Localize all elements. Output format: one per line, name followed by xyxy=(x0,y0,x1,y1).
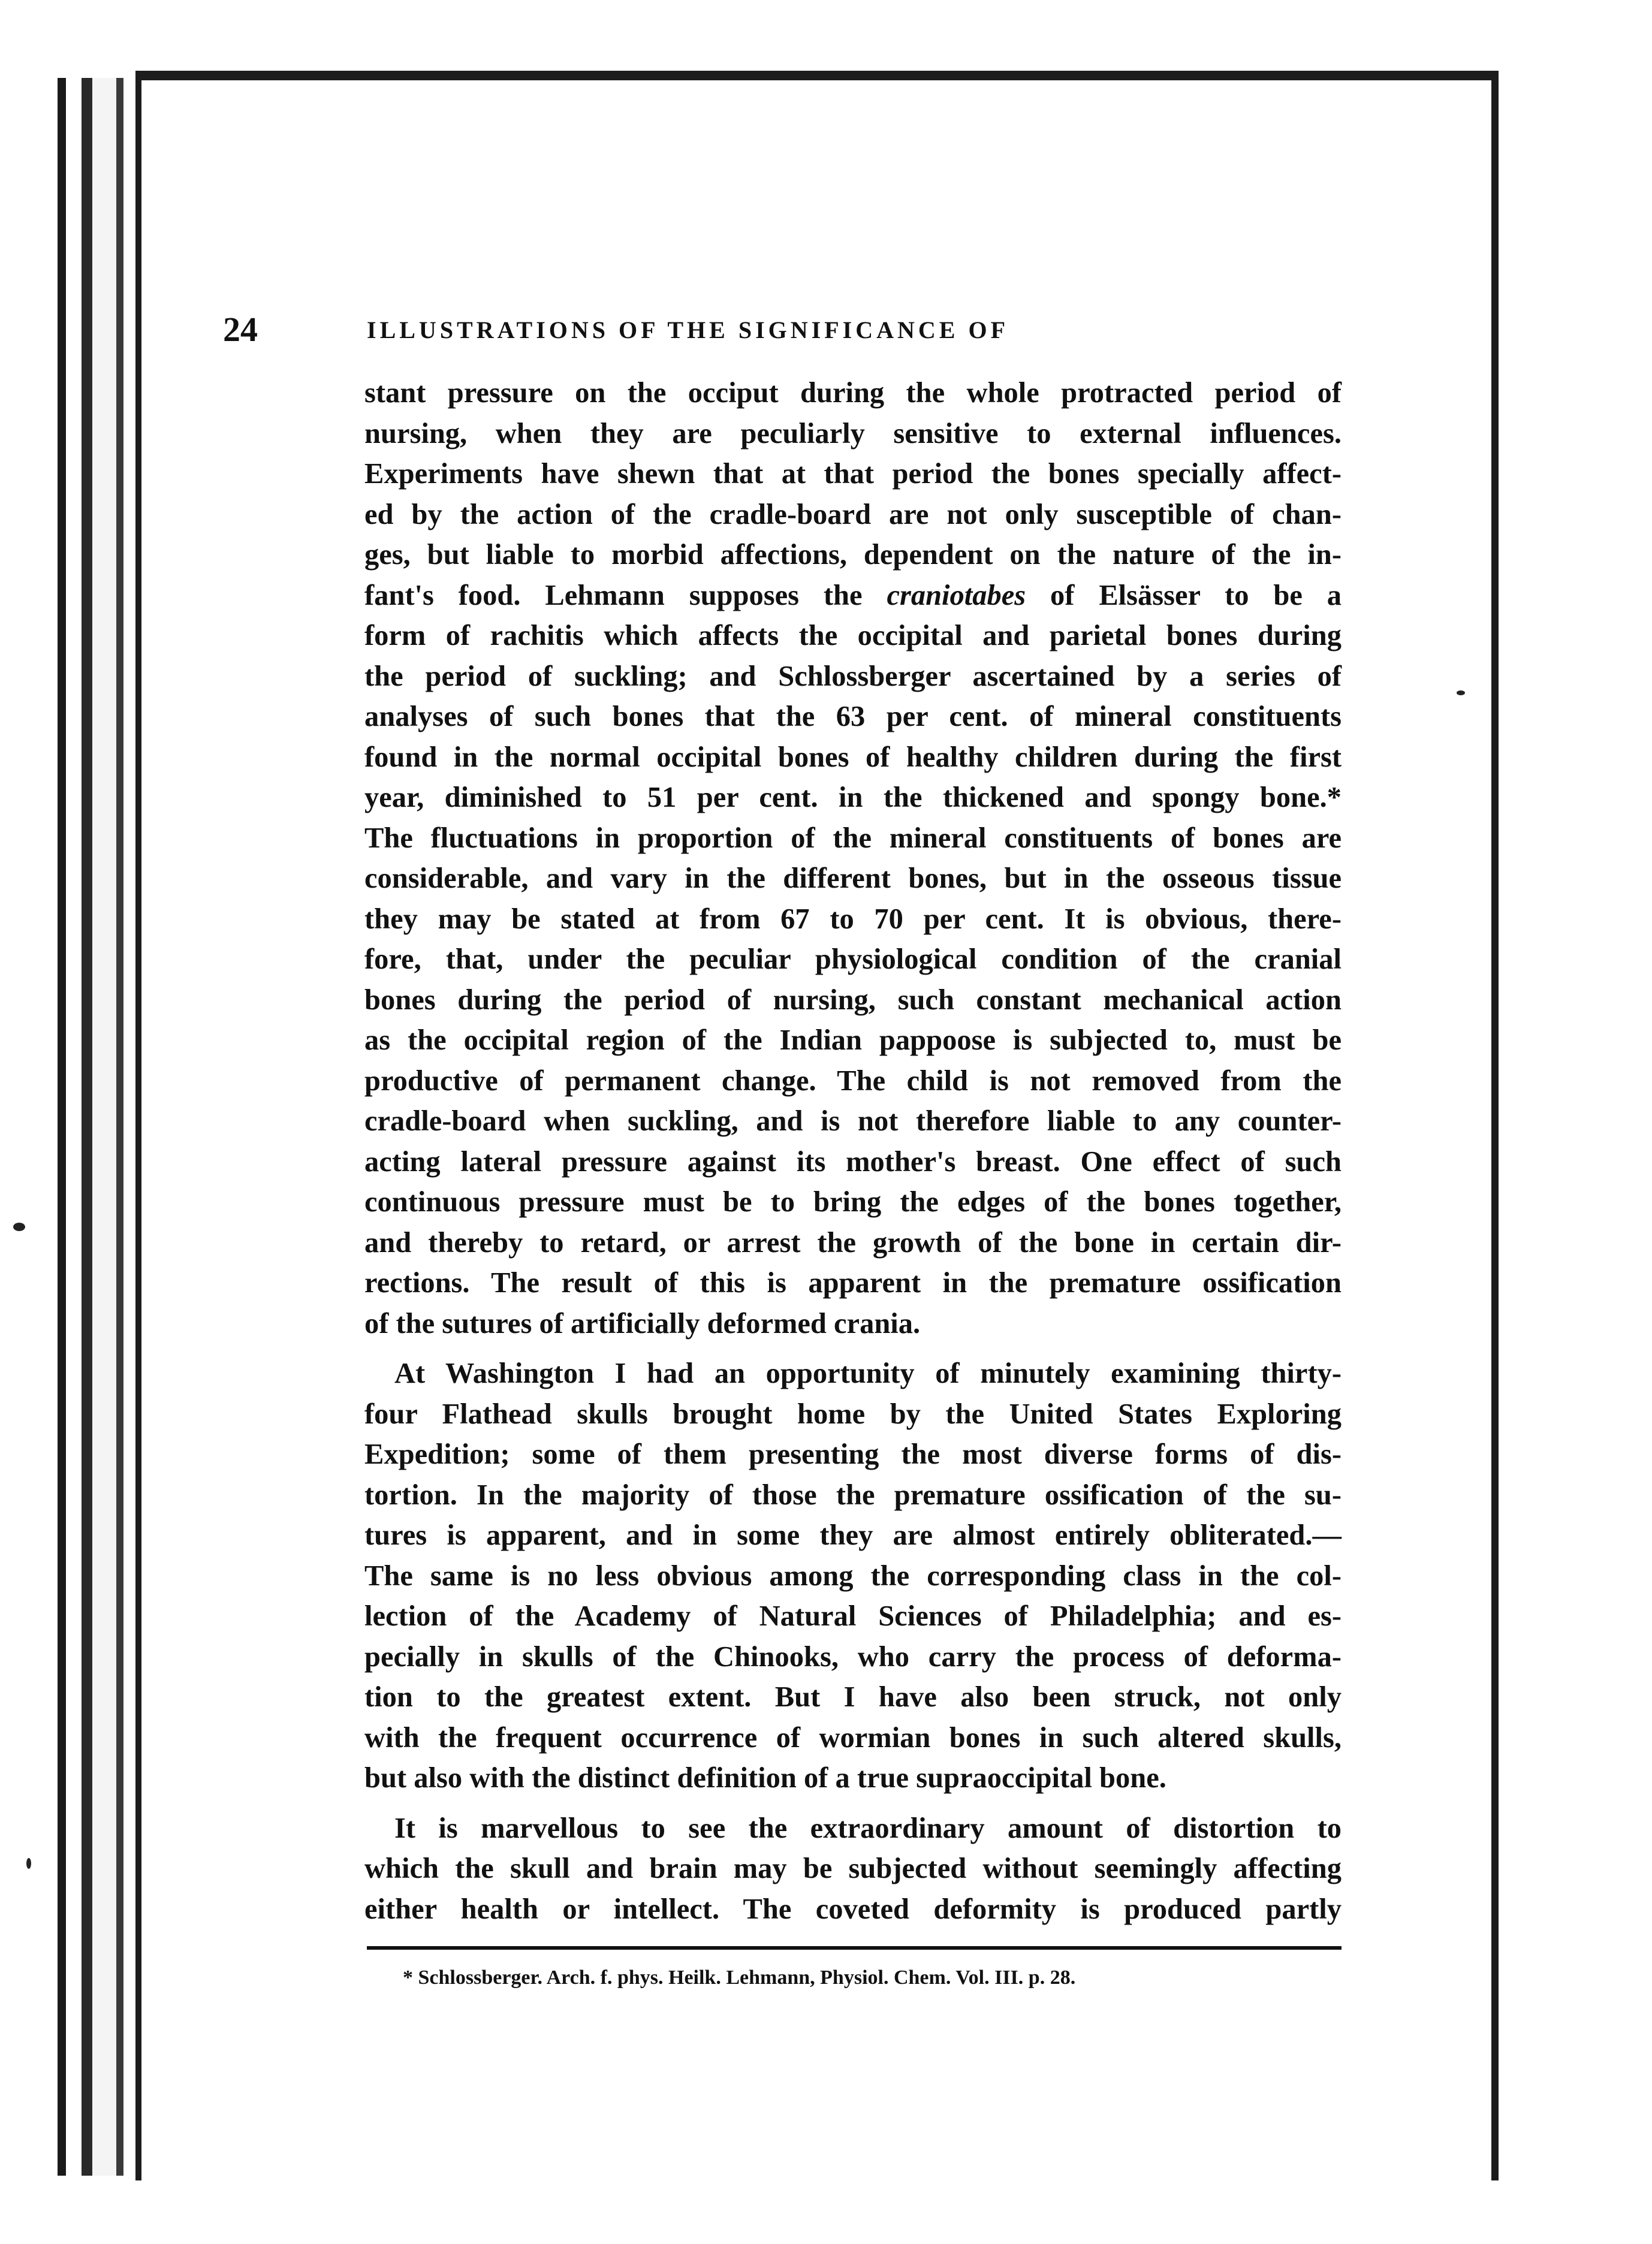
text-line: The same is no less obvious among the corresponding class in the col- xyxy=(364,1560,1342,1592)
text-line: but also with the distinct definition of a true supraoccipital bone. xyxy=(364,1762,1166,1794)
page-border-left xyxy=(135,71,141,2180)
italic-term: craniotabes xyxy=(887,579,1026,611)
scan-speck xyxy=(1457,690,1465,695)
text-line: with the frequent occurrence of wormian bones in such altered skulls, xyxy=(364,1721,1342,1754)
text-line: nursing, when they are peculiarly sensitive to external influences. xyxy=(364,417,1342,450)
text-line: lection of the Academy of Natural Sciences of Philadelphia; and es- xyxy=(364,1600,1342,1632)
footnote-rule xyxy=(367,1946,1342,1950)
text-line: form of rachitis which affects the occipital and parietal bones during xyxy=(364,620,1342,652)
text-line: bones during the period of nursing, such constant mechanical action xyxy=(364,984,1342,1016)
running-title: ILLUSTRATIONS OF THE SIGNIFICANCE OF xyxy=(367,316,1009,343)
text-line: acting lateral pressure against its mother's breast. One effect of such xyxy=(364,1145,1342,1178)
text-line: as the occipital region of the Indian pappoose is subjected to, must be xyxy=(364,1024,1342,1056)
scan-speck xyxy=(13,1223,25,1231)
text-line: ed by the action of the cradle-board are not only susceptible of chan- xyxy=(364,498,1342,530)
text-line: fore, that, under the peculiar physiological condition of the cranial xyxy=(364,943,1342,975)
scan-speck xyxy=(26,1858,31,1869)
text-line: cradle-board when suckling, and is not therefore liable to any counter- xyxy=(364,1105,1342,1137)
text-line: four Flathead skulls brought home by the United States Exploring xyxy=(364,1398,1342,1430)
text-line: either health or intellect. The coveted deformity is produced partly xyxy=(364,1893,1342,1925)
text-line: The fluctuations in proportion of the mineral constituents of bones are xyxy=(364,822,1342,854)
text-line: of the sutures of artificially deformed crania. xyxy=(364,1307,921,1340)
text-line: Expedition; some of them presenting the most diverse forms of dis- xyxy=(364,1438,1342,1470)
paragraph-break xyxy=(364,1799,1342,1808)
text-line: which the skull and brain may be subjected without seemingly affecting xyxy=(364,1853,1342,1884)
text-line: pecially in skulls of the Chinooks, who carry the process of deforma- xyxy=(364,1640,1342,1673)
text-line: found in the normal occipital bones of healthy children during the first xyxy=(364,741,1342,773)
page-number: 24 xyxy=(223,310,258,349)
text-line: analyses of such bones that the 63 per cent. of mineral constituents xyxy=(364,701,1342,732)
text-line: and thereby to retard, or arrest the growth of the bone in certain dir- xyxy=(364,1226,1342,1259)
text-line: considerable, and vary in the different bones, but in the osseous tissue xyxy=(364,862,1342,894)
text-line: tortion. In the majority of those the premature ossification of the su- xyxy=(364,1479,1342,1511)
text-line: tures is apparent, and in some they are almost entirely obliterated.— xyxy=(364,1519,1342,1551)
page-border-right xyxy=(1491,71,1499,2180)
body-text xyxy=(364,373,1342,1929)
text-line: continuous pressure must be to bring the edges of the bones together, xyxy=(364,1186,1342,1218)
footnote: * Schlossberger. Arch. f. phys. Heilk. Lehmann, Physiol. Chem. Vol. III. p. 28. xyxy=(403,1966,1076,1989)
text-line: tion to the greatest extent. But I have also been struck, not only xyxy=(364,1681,1342,1713)
adjacent-page-strip xyxy=(1499,71,1652,2180)
text-line: they may be stated at from 67 to 70 per cent. It is obvious, there- xyxy=(364,903,1342,935)
text-line: ges, but liable to morbid affections, dependent on the nature of the in- xyxy=(364,539,1342,571)
running-head xyxy=(223,309,1170,351)
text-line: At Washington I had an opportunity of minutely examining thirty- xyxy=(394,1358,1342,1389)
text-line: It is marvellous to see the extraordinary amount of distortion to xyxy=(394,1812,1342,1844)
paragraph-break xyxy=(364,1344,1342,1353)
text-line: productive of permanent change. The child is not removed from the xyxy=(364,1064,1342,1097)
text-line: rections. The result of this is apparent in the premature ossification xyxy=(364,1267,1342,1299)
page-border-top xyxy=(135,71,1496,80)
text-line: year, diminished to 51 per cent. in the thickened and spongy bone.* xyxy=(364,782,1342,813)
book-spine-edge xyxy=(58,78,135,2176)
text-line: stant pressure on the occiput during the whole protracted period of xyxy=(364,377,1342,409)
text-line: Experiments have shewn that at that period the bones specially affect- xyxy=(364,458,1342,490)
text-line: the period of suckling; and Schlossberger ascertained by a series of xyxy=(364,660,1342,692)
text-line: fant's food. Lehmann supposes the craniotabes of Elsässer to be a xyxy=(364,579,1342,611)
